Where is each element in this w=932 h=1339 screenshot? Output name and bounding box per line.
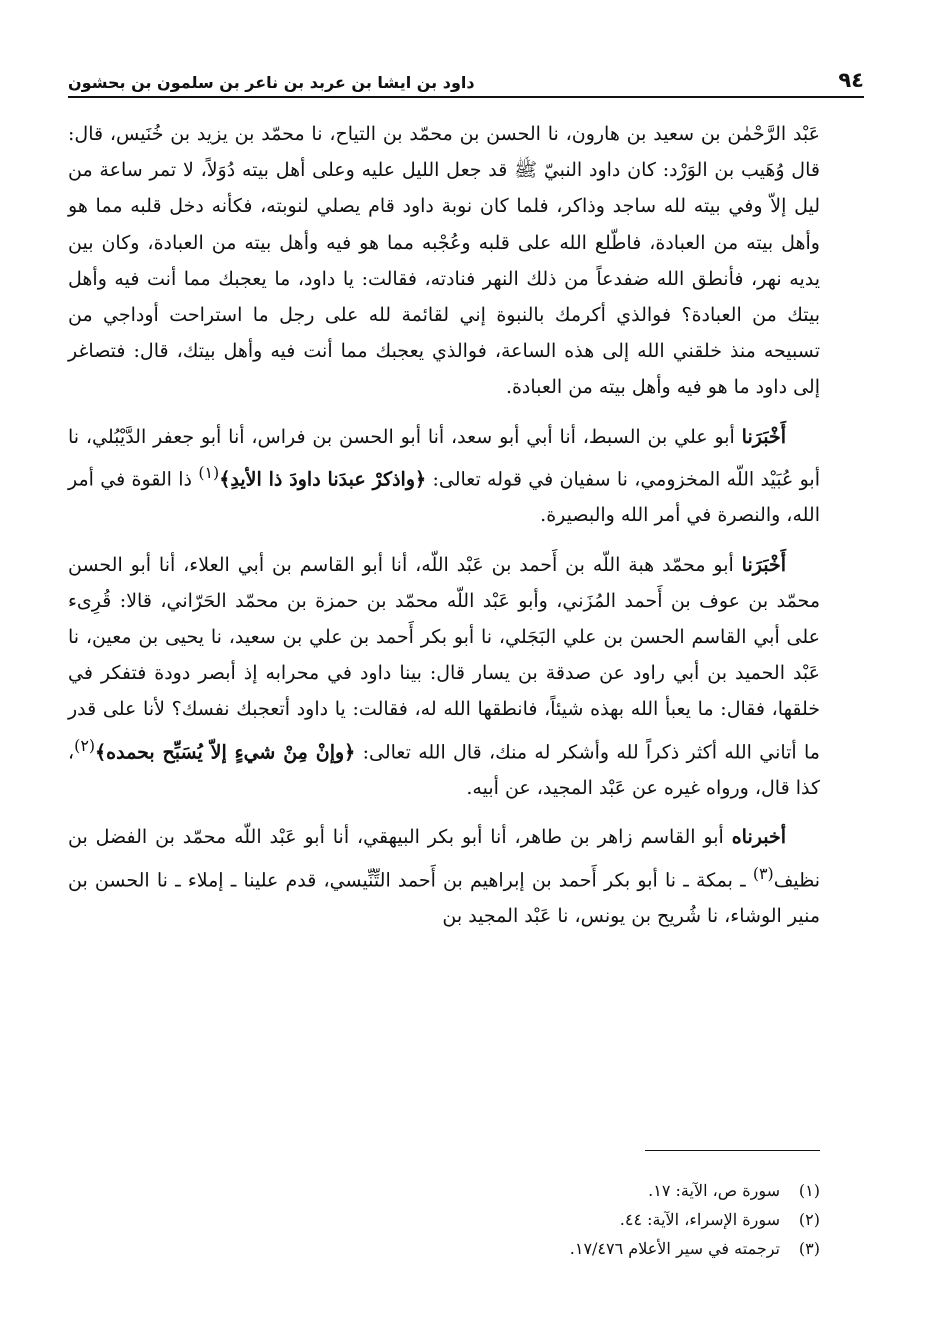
quran-verse: ﴿واذكرْ عبدَنا داودَ ذا الأيدِ﴾ [219,468,427,491]
page-header [68,52,864,98]
paragraph-text: ، كذا قال، ورواه غيره عن عَبْد المجيد، عن أبيه. [68,740,820,800]
paragraph-4 [68,819,820,934]
running-head: داود بن ايشا بن عربد بن ناعر بن سلمون بن بحشون [68,73,475,92]
paragraph-3 [68,547,820,807]
footnote-text: ترجمته في سير الأعلام ١٧/٤٧٦. [569,1239,780,1258]
footnote-number: (٣) [798,1239,820,1258]
paragraph-text: عَبْد الرَّحْمٰن بن سعيد بن هارون، نا الحسن بن محمّد بن التياح، نا محمّد بن يزيد بن خُنَيس، قال: قال وُهَيب بن الوَرْد: كان داود النبيّ ﷺ قد جعل الليل عليه وعلى أهل بيته دُوَلاً، لا تمر ساعة من ليل إلاّ وفي بيته لله ساجد وذاكر، فلما كان نوبة داود قام يصلي لنوبته، فكأنه دخل قلبه مما هو وأهل بيته من العبادة، فاطّلع الله على قلبه وعُجْبه مما هو فيه وأهل بيته من العبادة، وكان بين يديه نهر، فأنطق الله ضفدعاً من ذلك النهر فنادته، فقالت: يا داود، ما يعجبك مما أنت فيه وأهل بيتك من العبادة؟ فوالذي أكرمك بالنبوة إني لقائمة لله على رجل ما استراحت أوداجي من تسبيحه منذ خلقني الله إلى هذه الساعة، فوالذي يعجبك مما أنت فيه وأهل بيتك، قال: فتصاغر إلى داود ما هو فيه وأهل بيته من العبادة. [68,123,820,399]
main-text [68,116,820,947]
paragraph-text: ذا القوة في أمر الله، والنصرة في أمر الله والبصيرة. [68,468,820,527]
isnad-lead: أَخْبَرَنا [741,425,786,448]
paragraph-text: أبو القاسم زاهر بن طاهر، أنا أبو بكر البيهقي، أنا أبو عَبْد اللّه محمّد بن الفضل بن نظيف [68,826,820,891]
paragraph-text: ـ بمكة ـ نا أبو بكر أَحمد بن إبراهيم بن أَحمد التِّنِّيسي، قدم علينا ـ إملاء ـ نا الحسن بن منير الوشاء، نا شُريح بن يونس، نا عَبْد المجيد بن [68,868,820,928]
footnotes [300,1176,820,1263]
isnad-lead: أَخْبَرَنا [741,553,786,576]
paragraph-text: أبو محمّد هبة اللّه بن أَحمد بن عَبْد اللّه، أنا أبو القاسم بن أبي العلاء، أنا أبو الحسن محمّد بن عوف بن أَحمد المُزَني، وأبو عَبْد اللّه محمّد بن حمزة بن محمّد الحَرّاني، قالا: قُرِىء على أبي القاسم الحسن بن علي البَجَلي، نا أبو بكر أَحمد بن علي بن سعيد، نا يحيى بن معين، نا عَبْد الحميد بن أبي راود عن صدقة بن يسار قال: بينا داود في محرابه إذ أبصر دودة فتفكر في خلقها، فقال: ما يعبأ الله بهذه شيئاً، فانطقها الله له، فقالت: يا داود أتعجبك نفسك؟ لأنا على قدر ما أتاني الله أكثر ذكراً لله وأشكر له منك، قال الله تعالى: [68,553,820,763]
paragraph-1 [68,116,820,406]
footnote-divider [645,1150,820,1151]
footnote-ref: (٣) [752,863,774,883]
footnote-item [300,1176,820,1205]
footnote-ref: (٢) [74,735,96,755]
paragraph-2 [68,419,820,534]
footnote-item [300,1234,820,1263]
footnote-text: سورة ص، الآية: ١٧. [648,1181,780,1200]
quran-verse: ﴿وإنْ مِنْ شيءٍ إلاّ يُسَبِّح بحمده﴾ [95,740,356,763]
paragraph-text: أبو علي بن السبط، أنا أبي أبو سعد، أنا أبو الحسن بن فراس، أنا أبو جعفر الدَّيْبُلي، نا أبو عُبَيْد اللّه المخزومي، نا سفيان في قوله تعالى: [68,425,820,491]
isnad-lead: أخبرناه [731,826,786,849]
footnote-number: (١) [798,1181,820,1200]
footnote-item [300,1205,820,1234]
footnote-text: سورة الإسراء، الآية: ٤٤. [619,1210,780,1229]
footnote-number: (٢) [798,1210,820,1229]
page-number: ٩٤ [838,68,864,92]
footnote-ref: (١) [198,462,220,482]
